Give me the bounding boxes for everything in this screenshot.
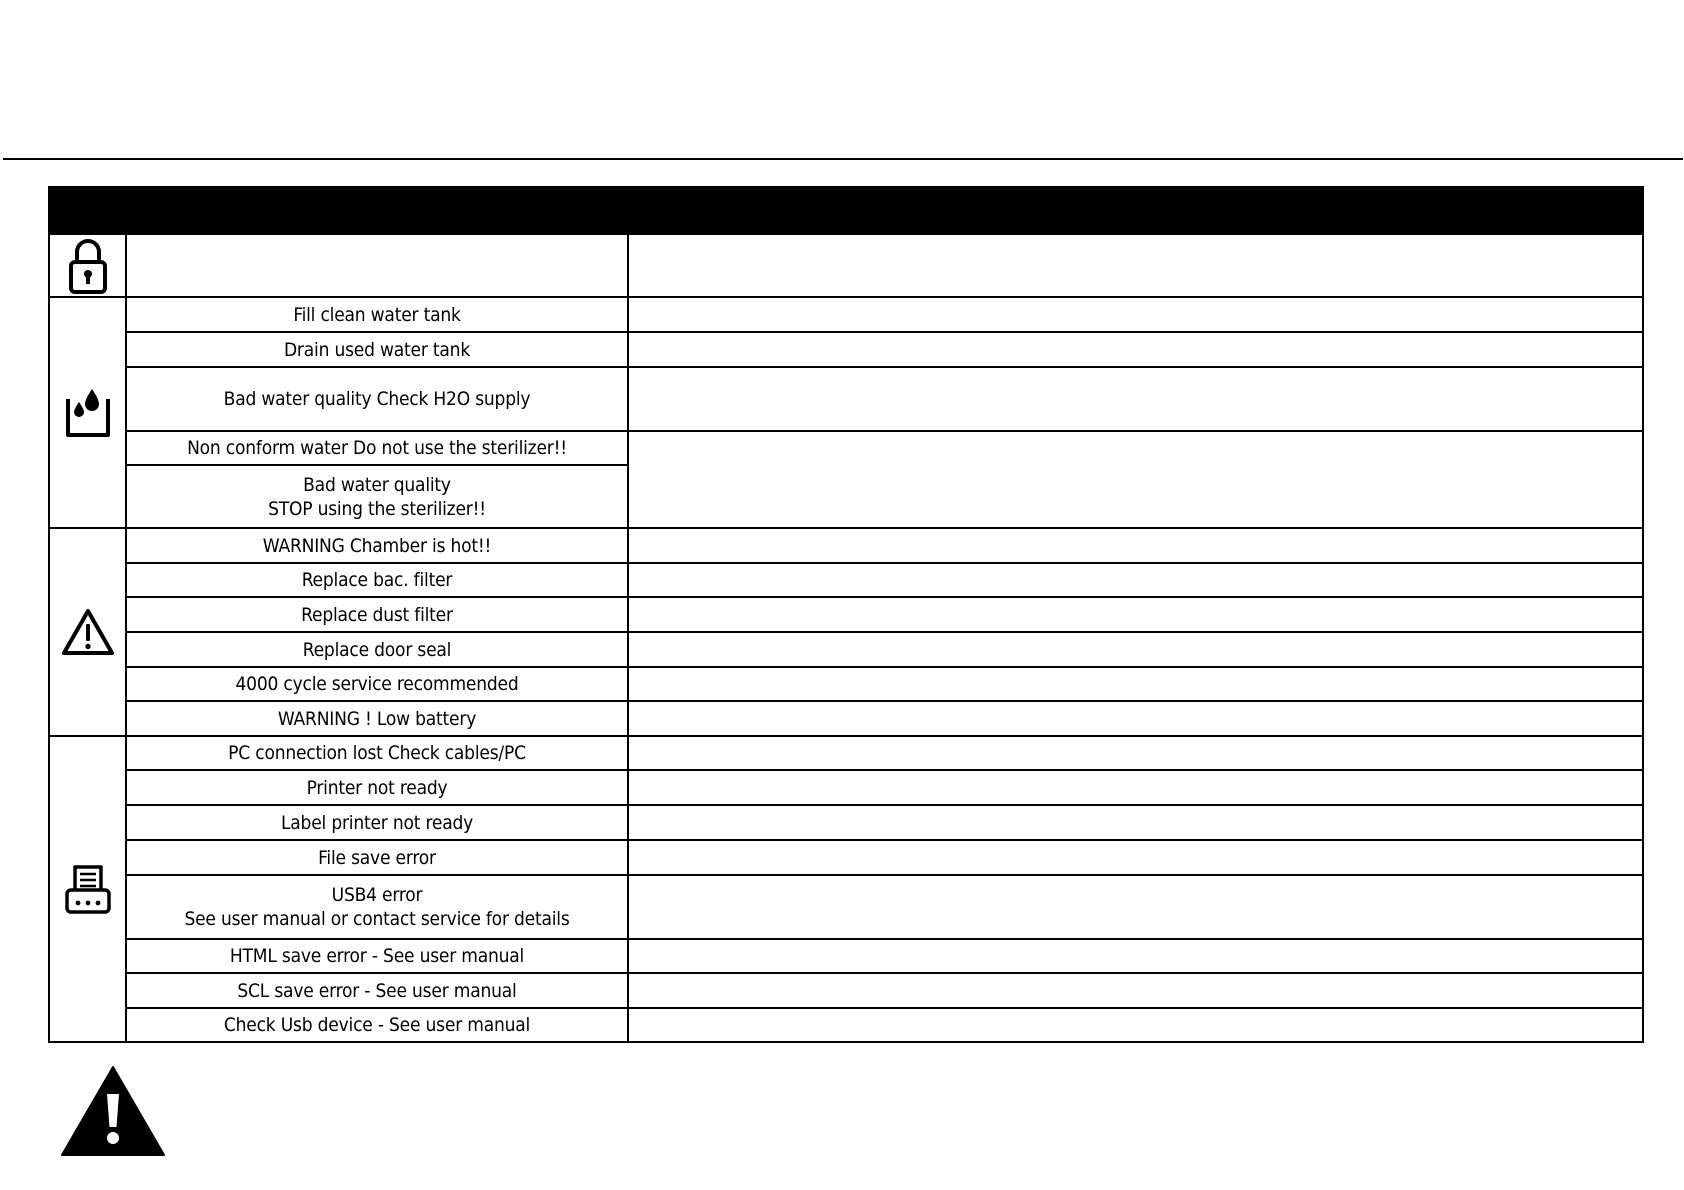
message-cell: Label printer not ready <box>126 805 628 840</box>
table-row <box>49 667 1643 701</box>
description-cell <box>628 297 1643 332</box>
message-cell: Fill clean water tank <box>126 297 628 332</box>
padlock-icon <box>66 236 110 296</box>
description-cell <box>628 332 1643 367</box>
message-cell <box>126 234 628 297</box>
table-row <box>49 770 1643 805</box>
description-cell <box>628 973 1643 1008</box>
table-row <box>49 1008 1643 1042</box>
message-line: STOP using the sterilizer!! <box>268 497 486 520</box>
message-cell: Replace bac. filter <box>126 563 628 597</box>
group-icon-cell <box>49 234 126 297</box>
message-cell: File save error <box>126 840 628 875</box>
description-cell <box>628 528 1643 563</box>
table-row <box>49 973 1643 1008</box>
message-cell: 4000 cycle service recommended <box>126 667 628 701</box>
description-cell <box>628 875 1643 939</box>
table-row <box>49 431 1643 465</box>
message-line: Bad water quality <box>303 473 451 496</box>
hazard-warning-icon <box>60 1064 166 1158</box>
table-row <box>49 367 1643 431</box>
description-cell <box>628 840 1643 875</box>
description-cell <box>628 632 1643 667</box>
table-row <box>49 805 1643 840</box>
group-icon-cell <box>49 528 126 736</box>
table-row <box>49 840 1643 875</box>
table-row <box>49 563 1643 597</box>
table-row <box>49 528 1643 563</box>
description-cell <box>628 736 1643 770</box>
description-cell <box>628 1008 1643 1042</box>
message-cell: Printer not ready <box>126 770 628 805</box>
table-header-row <box>49 187 1643 234</box>
top-rule <box>3 158 1683 160</box>
description-cell <box>628 667 1643 701</box>
description-cell <box>628 805 1643 840</box>
table-row <box>49 332 1643 367</box>
message-cell: Replace door seal <box>126 632 628 667</box>
message-cell: WARNING Chamber is hot!! <box>126 528 628 563</box>
group-icon-cell <box>49 736 126 1042</box>
description-cell <box>628 701 1643 736</box>
header-cell <box>628 187 1643 234</box>
message-cell: WARNING ! Low battery <box>126 701 628 736</box>
description-cell <box>628 234 1643 297</box>
message-cell: SCL save error - See user manual <box>126 973 628 1008</box>
description-cell <box>628 939 1643 973</box>
message-cell: Drain used water tank <box>126 332 628 367</box>
printer-icon <box>63 861 113 917</box>
message-cell: HTML save error - See user manual <box>126 939 628 973</box>
table-row <box>49 234 1643 297</box>
message-cell: Replace dust filter <box>126 597 628 632</box>
description-cell <box>628 770 1643 805</box>
message-line: See user manual or contact service for details <box>184 908 570 930</box>
group-icon-cell <box>49 297 126 528</box>
table-row <box>49 701 1643 736</box>
description-cell <box>628 367 1643 431</box>
message-cell: Non conform water Do not use the sterilizer!! <box>126 431 628 465</box>
water-tank-icon <box>63 385 113 441</box>
description-cell <box>628 563 1643 597</box>
warning-triangle-icon <box>61 607 115 657</box>
description-cell <box>628 431 1643 528</box>
table-row <box>49 939 1643 973</box>
table-row <box>49 597 1643 632</box>
table-row <box>49 632 1643 667</box>
table-row <box>49 736 1643 770</box>
table-row <box>49 297 1643 332</box>
alarm-messages-table <box>48 186 1644 1043</box>
table-row <box>49 875 1643 939</box>
message-cell <box>126 465 628 528</box>
message-cell: PC connection lost Check cables/PC <box>126 736 628 770</box>
message-line: USB4 error <box>331 884 423 906</box>
header-cell <box>126 187 628 234</box>
description-cell <box>628 597 1643 632</box>
message-cell: Check Usb device - See user manual <box>126 1008 628 1042</box>
message-cell: Bad water quality Check H2O supply <box>126 367 628 431</box>
header-cell <box>49 187 126 234</box>
message-cell <box>126 875 628 939</box>
